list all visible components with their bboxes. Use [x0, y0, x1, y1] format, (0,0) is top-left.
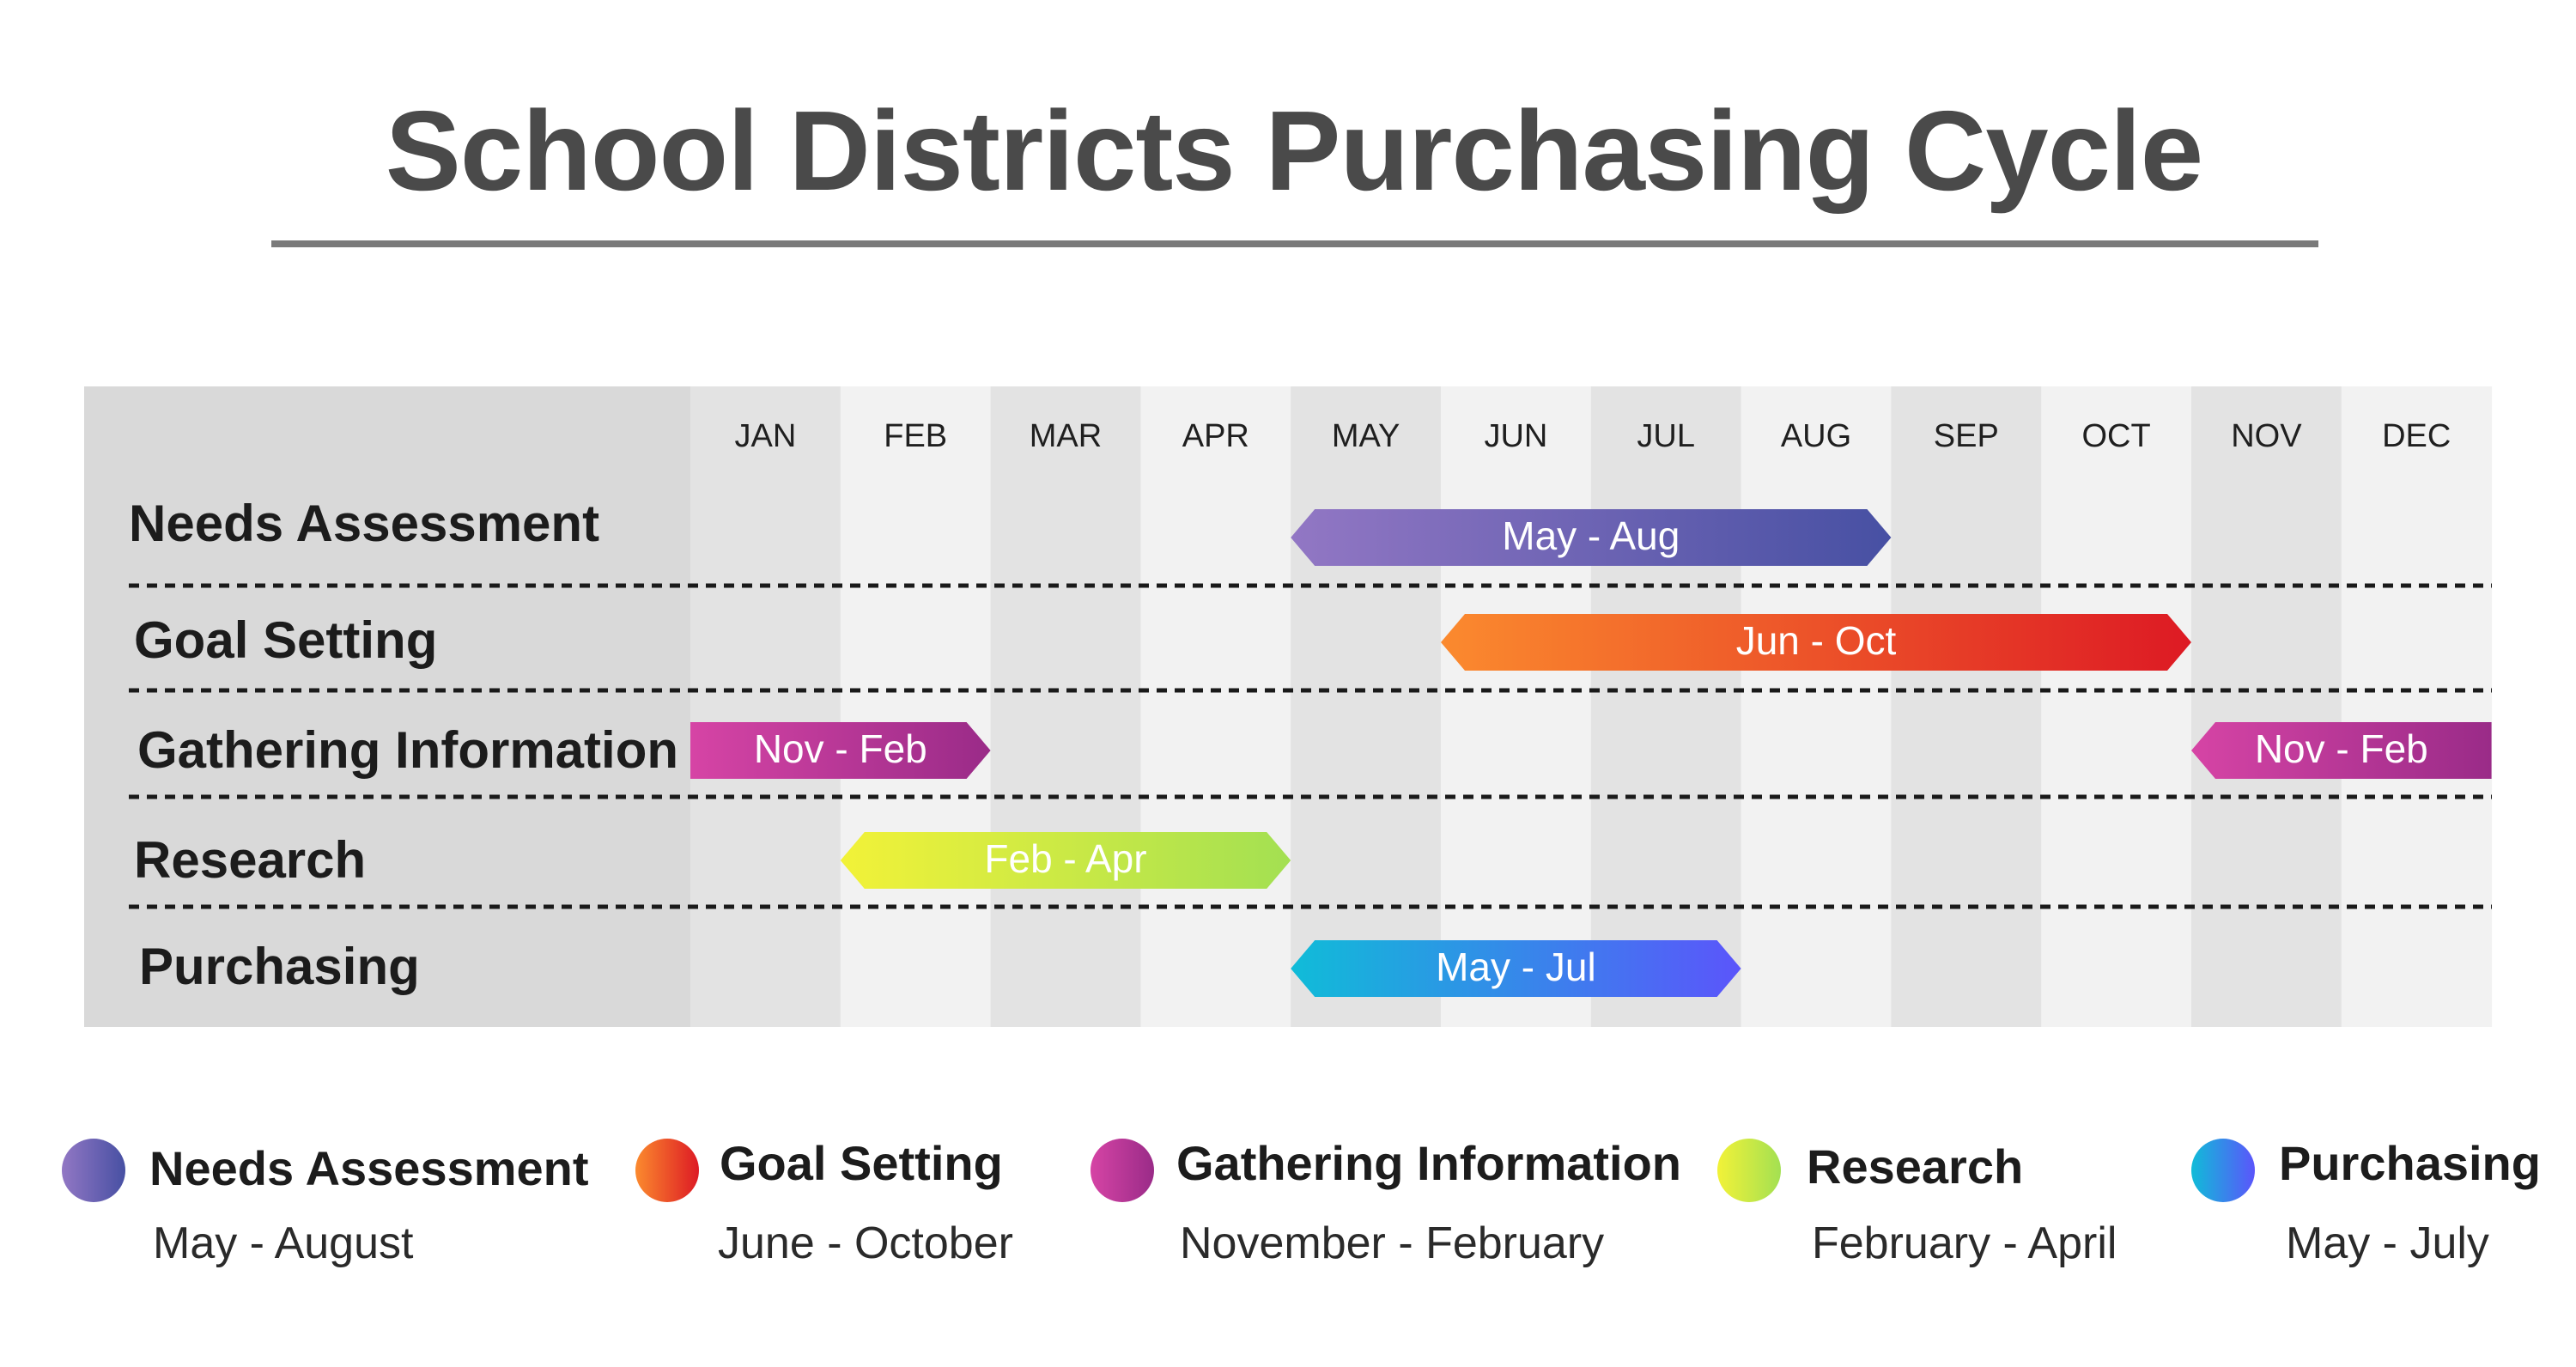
chart-title: School Districts Purchasing Cycle: [385, 88, 2203, 214]
legend-label: Needs Assessment: [149, 1141, 589, 1195]
legend-range: November - February: [1180, 1218, 1605, 1268]
bar-label: Feb - Apr: [984, 836, 1147, 882]
month-label: DEC: [2382, 418, 2451, 455]
month-column: [2041, 386, 2191, 1027]
row-label-panel: [84, 386, 690, 1027]
task-label: Goal Setting: [134, 611, 438, 669]
legend-label: Gathering Information: [1176, 1136, 1681, 1190]
month-column: [1741, 386, 1892, 1027]
month-column: [2342, 386, 2492, 1027]
legend-label: Goal Setting: [720, 1136, 1003, 1190]
month-label: SEP: [1933, 418, 1999, 455]
month-label: OCT: [2081, 418, 2151, 455]
legend-range: May - August: [153, 1218, 414, 1268]
legend-range: June - October: [718, 1218, 1013, 1268]
month-label: AUG: [1780, 418, 1852, 455]
bar-label: May - Aug: [1502, 513, 1680, 559]
month-column: [991, 386, 1141, 1027]
month-label: FEB: [884, 418, 948, 455]
month-column: [1291, 386, 1441, 1027]
month-label: MAY: [1331, 418, 1400, 455]
month-column: [841, 386, 991, 1027]
month-column: [690, 386, 841, 1027]
legend-swatch: [62, 1139, 125, 1202]
month-column: [2191, 386, 2342, 1027]
month-column: [1591, 386, 1741, 1027]
legend-swatch: [635, 1139, 699, 1202]
legend-swatch: [1091, 1139, 1154, 1202]
task-label: Needs Assessment: [129, 494, 600, 552]
legend-label: Research: [1807, 1139, 2024, 1194]
month-label: JAN: [734, 418, 797, 455]
task-label: Purchasing: [139, 937, 420, 995]
bar-label: Jun - Oct: [1735, 618, 1897, 664]
bar-label: Nov - Feb: [2254, 726, 2428, 772]
legend-range: February - April: [1812, 1218, 2117, 1268]
month-label: APR: [1182, 418, 1249, 455]
month-column: [1441, 386, 1591, 1027]
month-label: JUN: [1484, 418, 1548, 455]
month-column: [1891, 386, 2041, 1027]
legend-range: May - July: [2286, 1218, 2489, 1268]
month-label: NOV: [2231, 418, 2302, 455]
task-label: Gathering Information: [137, 720, 678, 779]
legend-swatch: [1717, 1139, 1781, 1202]
month-column: [1140, 386, 1291, 1027]
bar-label: May - Jul: [1436, 945, 1596, 990]
month-label: MAR: [1029, 418, 1103, 455]
legend-label: Purchasing: [2279, 1136, 2541, 1190]
bar-label: Nov - Feb: [753, 726, 927, 772]
task-label: Research: [134, 830, 367, 889]
month-label: JUL: [1637, 418, 1695, 455]
legend-swatch: [2191, 1139, 2255, 1202]
